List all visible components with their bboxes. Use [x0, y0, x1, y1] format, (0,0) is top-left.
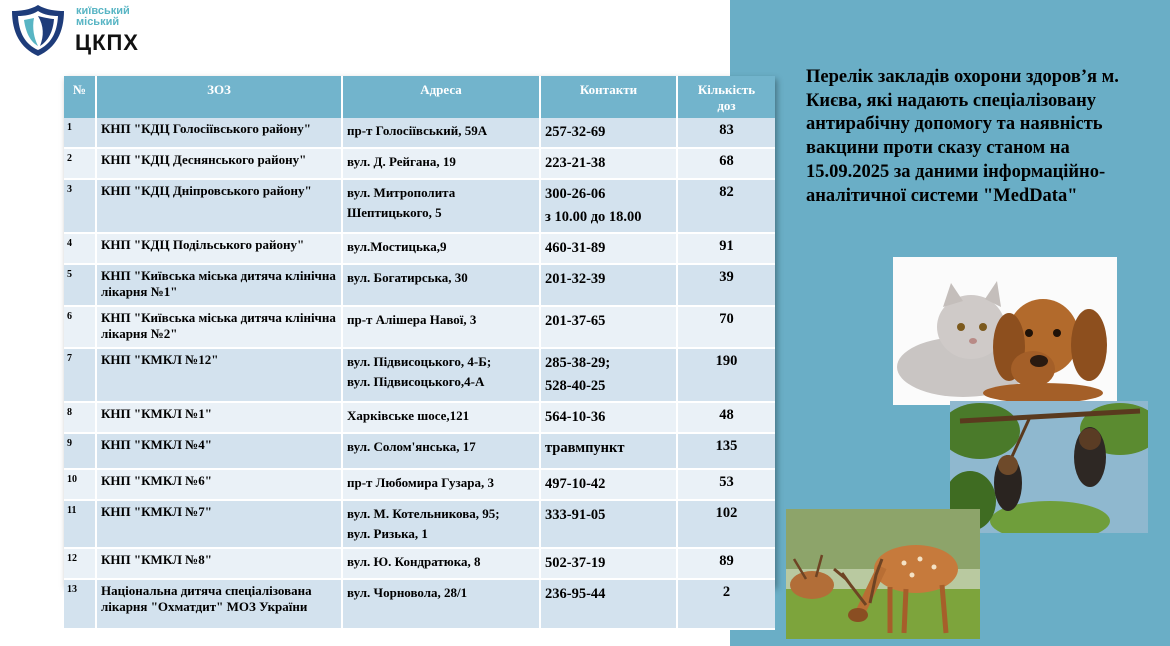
- clinics-table: [64, 76, 775, 630]
- cell-zoz: КНП "КДЦ Деснянського району": [96, 148, 342, 179]
- header-qty-line1: Кількість: [697, 82, 756, 97]
- cell-num: 10: [64, 469, 96, 500]
- contacts-line1: 300-26-06: [545, 186, 606, 202]
- cell-zoz: КНП "КДЦ Дніпровського району": [96, 179, 342, 233]
- cell-num: 6: [64, 306, 96, 348]
- logo-text-line2: міський: [76, 16, 120, 28]
- cell-num: 5: [64, 264, 96, 306]
- table-row: [64, 469, 775, 500]
- deer-in-meadow-photo: [786, 509, 980, 639]
- cell-contacts: 333-91-05: [540, 500, 677, 548]
- cell-contacts: 502-37-19: [540, 548, 677, 579]
- cell-qty: 48: [677, 402, 775, 433]
- header-address: Адреса: [342, 76, 540, 118]
- contacts-line1: 285-38-29;: [545, 355, 611, 371]
- cell-num: 3: [64, 179, 96, 233]
- address-line2: вул. Підвисоцького,4-А: [347, 374, 485, 389]
- cell-qty: 2: [677, 579, 775, 629]
- logo-text-line1: київський: [76, 5, 130, 17]
- header-qty: [677, 76, 775, 118]
- cell-address: вул. Чорновола, 28/1: [342, 579, 540, 629]
- cell-qty: 83: [677, 118, 775, 148]
- cell-address: вул. Богатирська, 30: [342, 264, 540, 306]
- clinics-table-container: [64, 76, 775, 614]
- cell-qty: 68: [677, 148, 775, 179]
- table-row: [64, 579, 775, 629]
- info-text: Перелік закладів охорони здоров’я м. Києва, які надають спеціалізовану антирабічну допомогу та наявність вакцини проти сказу станом на 15.09.2025 за даними інформаційно-аналітичної системи "MedData": [806, 67, 1119, 206]
- cell-num: 4: [64, 233, 96, 264]
- cell-num: 12: [64, 548, 96, 579]
- logo-text-main: ЦКПХ: [75, 30, 139, 55]
- cell-address: вул. Митрополита Шептицького, 5: [342, 179, 540, 233]
- table-row: [64, 402, 775, 433]
- cell-contacts: 236-95-44: [540, 579, 677, 629]
- cell-qty: 91: [677, 233, 775, 264]
- shield-logo-icon: [8, 2, 68, 58]
- cell-zoz: Національна дитяча спеціалізована лікарня "Охматдит" МОЗ України: [96, 579, 342, 629]
- table-row: [64, 233, 775, 264]
- contacts-line2: 528-40-25: [545, 378, 606, 394]
- cell-contacts: [540, 348, 677, 402]
- cell-zoz: КНП "КМКЛ №12": [96, 348, 342, 402]
- cell-num: 9: [64, 433, 96, 469]
- cell-qty: 82: [677, 179, 775, 233]
- header-zoz: ЗОЗ: [96, 76, 342, 118]
- cell-address: [342, 348, 540, 402]
- cell-zoz: КНП "КМКЛ №1": [96, 402, 342, 433]
- cell-contacts: 257-32-69: [540, 118, 677, 148]
- cell-zoz: КНП "КМКЛ №7": [96, 500, 342, 548]
- table-row: [64, 306, 775, 348]
- cell-address: Харківське шосе,121: [342, 402, 540, 433]
- table-header-row: [64, 76, 775, 118]
- cell-qty: 190: [677, 348, 775, 402]
- cell-address: пр-т Голосіївський, 59А: [342, 118, 540, 148]
- cat-and-puppy-photo: [893, 257, 1117, 405]
- header-qty-line2: доз: [717, 98, 736, 113]
- cell-contacts: травмпункт: [540, 433, 677, 469]
- cell-zoz: КНП "КМКЛ №8": [96, 548, 342, 579]
- table-row: [64, 348, 775, 402]
- cell-contacts: 201-32-39: [540, 264, 677, 306]
- cell-qty: 70: [677, 306, 775, 348]
- table-row: [64, 548, 775, 579]
- cell-qty: 89: [677, 548, 775, 579]
- cell-num: 8: [64, 402, 96, 433]
- table-row: [64, 433, 775, 469]
- cell-contacts: 223-21-38: [540, 148, 677, 179]
- cell-zoz: КНП "КДЦ Голосіївського району": [96, 118, 342, 148]
- table-row: [64, 179, 775, 233]
- cell-num: 11: [64, 500, 96, 548]
- cell-address: пр-т Любомира Гузара, 3: [342, 469, 540, 500]
- cell-contacts: 497-10-42: [540, 469, 677, 500]
- cell-address: вул. Ю. Кондратюка, 8: [342, 548, 540, 579]
- table-row: [64, 500, 775, 548]
- header-num: №: [64, 76, 96, 118]
- table-row: [64, 118, 775, 148]
- cell-zoz: КНП "КДЦ Подільського району": [96, 233, 342, 264]
- cell-qty: 39: [677, 264, 775, 306]
- cell-contacts: 460-31-89: [540, 233, 677, 264]
- cell-address: пр-т Алішера Навої, 3: [342, 306, 540, 348]
- cell-qty: 135: [677, 433, 775, 469]
- address-line1: вул. М. Котельникова, 95;: [347, 506, 500, 521]
- contacts-line2: з 10.00 до 18.00: [545, 209, 642, 225]
- cell-zoz: КНП "КМКЛ №4": [96, 433, 342, 469]
- address-line1: вул. Підвисоцького, 4-Б;: [347, 354, 492, 369]
- cell-num: 2: [64, 148, 96, 179]
- cell-qty: 102: [677, 500, 775, 548]
- logo: [8, 2, 148, 58]
- cell-address: вул. Солом'янська, 17: [342, 433, 540, 469]
- cell-num: 7: [64, 348, 96, 402]
- cell-contacts: [540, 179, 677, 233]
- table-row: [64, 264, 775, 306]
- table-row: [64, 148, 775, 179]
- cell-address: вул.Мостицька,9: [342, 233, 540, 264]
- cell-num: 1: [64, 118, 96, 148]
- header-contacts: Контакти: [540, 76, 677, 118]
- cell-qty: 53: [677, 469, 775, 500]
- cell-zoz: КНП "Київська міська дитяча клінічна лікарня №2": [96, 306, 342, 348]
- cell-num: 13: [64, 579, 96, 629]
- address-line2: вул. Ризька, 1: [347, 526, 428, 541]
- cell-contacts: 201-37-65: [540, 306, 677, 348]
- cell-contacts: 564-10-36: [540, 402, 677, 433]
- cell-address: [342, 500, 540, 548]
- cell-zoz: КНП "Київська міська дитяча клінічна лікарня №1": [96, 264, 342, 306]
- cell-zoz: КНП "КМКЛ №6": [96, 469, 342, 500]
- cell-address: вул. Д. Рейгана, 19: [342, 148, 540, 179]
